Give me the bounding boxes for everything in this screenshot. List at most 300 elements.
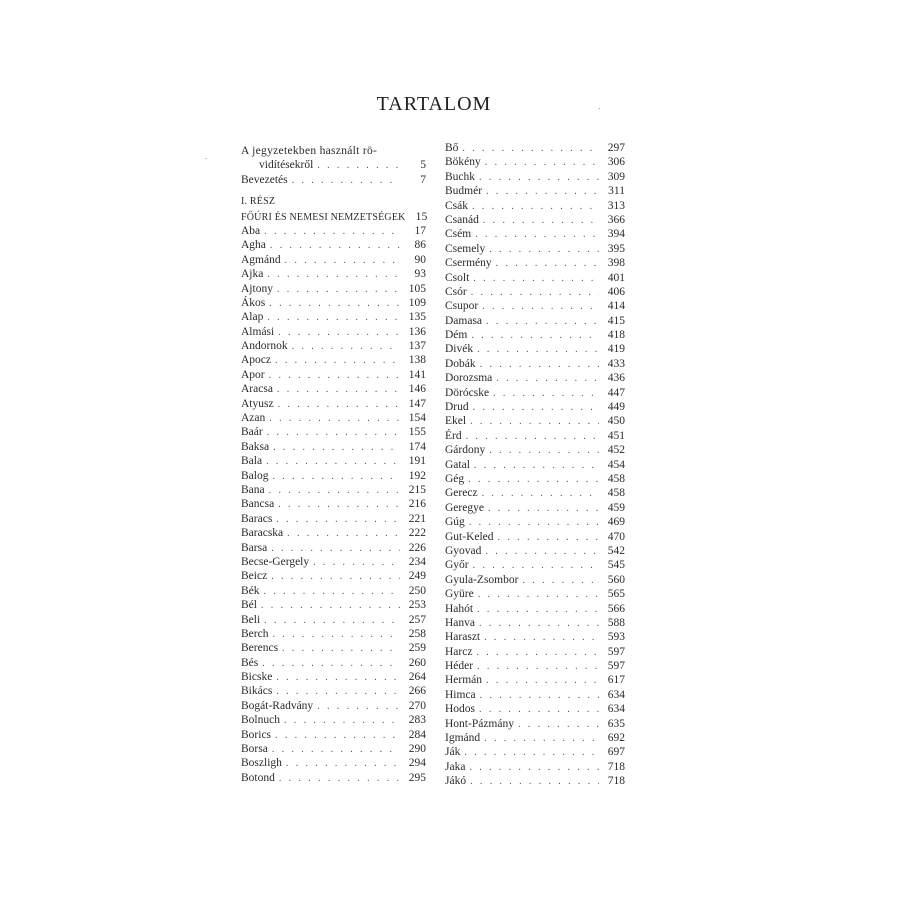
leader-dots: [275, 729, 400, 743]
toc-entry[interactable]: [241, 699, 426, 713]
leader-dots: [275, 354, 400, 368]
leader-dots: [484, 631, 599, 645]
toc-entry[interactable]: [241, 713, 426, 727]
toc-entry-name: Gerecz: [445, 487, 478, 500]
toc-entry-page: 406: [607, 285, 625, 298]
toc-entry[interactable]: [445, 199, 625, 213]
toc-entry-page: 597: [607, 645, 625, 658]
leader-dots: [264, 225, 400, 239]
toc-entry-page: 470: [607, 530, 625, 543]
toc-entry-page: 415: [607, 314, 625, 327]
leader-dots: [464, 746, 599, 760]
toc-entry-name: Balog: [241, 469, 269, 482]
leader-dots: [483, 214, 599, 228]
toc-entry-name: Aba: [241, 224, 261, 237]
leader-dots: [478, 588, 599, 602]
toc-entry-name: Budmér: [445, 185, 483, 198]
toc-entry-page: 270: [408, 699, 426, 712]
toc-entry-name: Buchk: [445, 170, 476, 183]
toc-entry[interactable]: [241, 684, 426, 698]
toc-entry-page: 398: [607, 257, 625, 270]
toc-entry[interactable]: [241, 353, 426, 367]
leader-dots: [482, 487, 599, 501]
toc-entry[interactable]: [445, 429, 625, 443]
toc-entry-name: Aracsa: [241, 383, 273, 396]
toc-entry-page: 593: [607, 631, 625, 644]
toc-entry-page: 459: [607, 501, 625, 514]
toc-entry[interactable]: [241, 512, 426, 526]
leader-dots: [496, 257, 599, 271]
leader-dots: [485, 545, 599, 559]
leader-dots: [476, 646, 599, 660]
toc-entry[interactable]: [445, 645, 625, 659]
toc-entry[interactable]: [241, 397, 426, 411]
toc-entry[interactable]: [241, 584, 426, 598]
leader-dots: [317, 700, 400, 714]
toc-entry-name: Csém: [445, 228, 472, 241]
toc-entry-name: Csór: [445, 285, 467, 298]
toc-entry[interactable]: [445, 314, 625, 328]
leader-dots: [486, 315, 599, 329]
toc-entry[interactable]: [241, 627, 426, 641]
toc-entry-page: 394: [607, 228, 625, 241]
leader-dots: [474, 459, 599, 473]
leader-dots: [489, 444, 599, 458]
leader-dots: [276, 685, 400, 699]
toc-entry-page: 250: [408, 584, 426, 597]
spacer: [241, 187, 426, 195]
toc-entry-name: Agha: [241, 239, 266, 252]
toc-entry[interactable]: [241, 641, 426, 655]
leader-dots: [272, 743, 400, 757]
toc-entry-page: 454: [607, 458, 625, 471]
toc-entry[interactable]: [445, 271, 625, 285]
toc-entry-name: Bél: [241, 599, 257, 612]
toc-entry-page: 313: [607, 199, 625, 212]
toc-entry-page: 284: [408, 728, 426, 741]
toc-entry-name: Geregye: [445, 501, 484, 514]
toc-entry-name: Baracs: [241, 512, 273, 525]
toc-entry[interactable]: [445, 688, 625, 702]
leader-dots: [292, 340, 400, 354]
toc-entry-name: Damasa: [445, 314, 483, 327]
toc-entry-page: 401: [607, 271, 625, 284]
toc-entry-page: 414: [607, 300, 625, 313]
leader-dots: [277, 283, 400, 297]
toc-entry[interactable]: [445, 731, 625, 745]
leader-dots: [271, 542, 400, 556]
toc-entry-name: Baár: [241, 426, 263, 439]
toc-entry[interactable]: [241, 469, 426, 483]
toc-entry[interactable]: [445, 486, 625, 500]
toc-entry-name: Gyula-Zsombor: [445, 573, 519, 586]
toc-entry[interactable]: [241, 497, 426, 511]
leader-dots: [282, 642, 400, 656]
toc-entry-page: 234: [408, 555, 426, 568]
toc-entry-page: 174: [408, 440, 426, 453]
toc-entry[interactable]: [445, 602, 625, 616]
toc-entry-name: Ekel: [445, 415, 467, 428]
toc-entry-name: Haraszt: [445, 631, 481, 644]
toc-entry[interactable]: [241, 440, 426, 454]
toc-entry[interactable]: [241, 569, 426, 583]
toc-abbrev-line1: A jegyzetekben használt rö-: [241, 145, 378, 157]
toc-entry-name: Bék: [241, 584, 260, 597]
toc-entry[interactable]: [241, 382, 426, 396]
toc-entry-name: Bogát-Radvány: [241, 699, 314, 712]
part-heading: FŐÚRI ÉS NEMESI NEMZETSÉGEK: [241, 211, 406, 223]
leader-dots: [475, 228, 599, 242]
toc-entry-page: 295: [408, 771, 426, 784]
toc-entry-page: 418: [607, 329, 625, 342]
leader-dots: [489, 243, 599, 257]
leader-dots: [262, 657, 400, 671]
leader-dots: [286, 757, 400, 771]
toc-entry-page: 216: [408, 498, 426, 511]
toc-entry[interactable]: [445, 515, 625, 529]
toc-entry-page: 90: [414, 253, 426, 266]
toc-entry[interactable]: [241, 656, 426, 670]
toc-entry-page: 146: [408, 383, 426, 396]
toc-entry[interactable]: [445, 501, 625, 515]
toc-entry-page: 215: [408, 483, 426, 496]
toc-entry[interactable]: [241, 325, 426, 339]
toc-entry-name: Alap: [241, 311, 264, 324]
toc-entry-name: Csák: [445, 199, 468, 212]
toc-entry[interactable]: [445, 242, 625, 256]
toc-entry-name: Bevezetés: [241, 173, 288, 186]
leader-dots: [266, 455, 400, 469]
toc-entry[interactable]: [241, 526, 426, 540]
leader-dots: [269, 412, 400, 426]
toc-entry[interactable]: [445, 256, 625, 270]
toc-entry-name: Gúg: [445, 516, 465, 529]
page-title: TARTALOM: [376, 93, 492, 115]
toc-entry-name: Almási: [241, 325, 275, 338]
toc-intro-entry[interactable]: [241, 173, 426, 187]
toc-entry-name: Drud: [445, 401, 469, 414]
toc-entry-page: 191: [408, 455, 426, 468]
leader-dots: [317, 159, 400, 173]
toc-entry-page: 137: [408, 340, 426, 353]
toc-entry[interactable]: [241, 771, 426, 785]
toc-entry-name: Bés: [241, 656, 259, 669]
toc-entry-name: Harcz: [445, 645, 473, 658]
leader-dots: [285, 254, 400, 268]
leader-dots: [479, 703, 599, 717]
toc-entry[interactable]: [241, 454, 426, 468]
toc-entry-page: 542: [607, 544, 625, 557]
toc-entry-name: Atyusz: [241, 397, 274, 410]
leader-dots: [470, 415, 599, 429]
leader-dots: [269, 369, 400, 383]
leader-dots: [270, 239, 400, 253]
leader-dots: [273, 441, 400, 455]
toc-entry-name: Dobák: [445, 357, 476, 370]
toc-entry-page: 249: [408, 570, 426, 583]
toc-entry-page: 560: [607, 573, 625, 586]
leader-dots: [272, 470, 400, 484]
toc-entry-name: Baracska: [241, 527, 284, 540]
toc-entry[interactable]: [241, 368, 426, 382]
toc-entry[interactable]: [241, 267, 426, 281]
toc-entry-page: 634: [607, 688, 625, 701]
toc-entry-name: Gut-Keled: [445, 530, 494, 543]
toc-entry-page: 221: [408, 512, 426, 525]
toc-entry[interactable]: [445, 616, 625, 630]
toc-entry-name: Érd: [445, 429, 462, 442]
toc-entry-name: Gyovad: [445, 544, 482, 557]
leader-dots: [485, 156, 599, 170]
toc-entry-name: Bolnuch: [241, 714, 280, 727]
toc-entry[interactable]: [445, 414, 625, 428]
toc-entry[interactable]: [445, 472, 625, 486]
leader-dots: [272, 628, 400, 642]
toc-entry-name: Gárdony: [445, 444, 486, 457]
leader-dots: [479, 617, 599, 631]
toc-entry-page: 617: [607, 674, 625, 687]
toc-entry-name: Csanád: [445, 213, 479, 226]
toc-entry[interactable]: [241, 483, 426, 497]
toc-entry-name: Bicske: [241, 671, 273, 684]
toc-entry[interactable]: [445, 357, 625, 371]
toc-entry-name: Hermán: [445, 674, 483, 687]
toc-entry-page: 419: [607, 343, 625, 356]
toc-entry-page: 264: [408, 671, 426, 684]
toc-entry-page: 451: [607, 429, 625, 442]
toc-entry[interactable]: [241, 282, 426, 296]
toc-entry[interactable]: [445, 371, 625, 385]
toc-entry[interactable]: [241, 310, 426, 324]
toc-entry[interactable]: [241, 339, 426, 353]
toc-entry[interactable]: [445, 443, 625, 457]
toc-entry-page: 257: [408, 613, 426, 626]
toc-entry-name: Boszligh: [241, 757, 282, 770]
toc-entry-page: 147: [408, 397, 426, 410]
leader-dots: [264, 585, 400, 599]
leader-dots: [462, 142, 599, 156]
toc-entry-name: Jákó: [445, 775, 467, 788]
toc-entry-page: 259: [408, 642, 426, 655]
leader-dots: [313, 556, 400, 570]
toc-entry[interactable]: [445, 213, 625, 227]
toc-entry-name: Becse-Gergely: [241, 555, 310, 568]
toc-entry-name: Apocz: [241, 354, 272, 367]
toc-entry-page: 222: [408, 527, 426, 540]
toc-entry[interactable]: [445, 170, 625, 184]
leader-dots: [271, 570, 400, 584]
toc-entry[interactable]: [241, 425, 426, 439]
toc-entry-name: Ajka: [241, 268, 264, 281]
toc-entry-page: 260: [408, 656, 426, 669]
toc-entry[interactable]: [445, 184, 625, 198]
toc-entry-name: Hodos: [445, 703, 476, 716]
toc-entry-name: Borsa: [241, 743, 268, 756]
leader-dots: [479, 171, 599, 185]
leader-dots: [284, 714, 400, 728]
leader-dots: [480, 358, 599, 372]
toc-entry[interactable]: [445, 630, 625, 644]
toc-entry-page: 588: [607, 616, 625, 629]
leader-dots: [267, 268, 400, 282]
toc-entry-page: 635: [607, 717, 625, 730]
toc-entry[interactable]: [445, 745, 625, 759]
toc-right-column: [445, 141, 625, 789]
toc-entry[interactable]: [241, 613, 426, 627]
leader-dots: [486, 674, 599, 688]
toc-entry-page: 283: [408, 714, 426, 727]
toc-entry[interactable]: [445, 400, 625, 414]
toc-entry-page: 565: [607, 588, 625, 601]
leader-dots: [264, 614, 400, 628]
toc-entry-name: Hont-Pázmány: [445, 717, 514, 730]
toc-entry-page: 17: [414, 224, 426, 237]
toc-entry-page: 297: [607, 142, 625, 154]
toc-entry-page: 294: [408, 757, 426, 770]
toc-entry-name: vidítésekről: [259, 159, 314, 172]
toc-entry[interactable]: [445, 760, 625, 774]
toc-entry-page: 7: [420, 173, 426, 186]
toc-entry-name: Csupor: [445, 300, 479, 313]
leader-dots: [486, 185, 599, 199]
toc-entry[interactable]: [241, 253, 426, 267]
toc-entry-name: Barsa: [241, 541, 268, 554]
toc-entry[interactable]: [445, 544, 625, 558]
toc-entry[interactable]: [445, 673, 625, 687]
toc-entry-name: Győr: [445, 559, 469, 572]
leader-dots: [269, 297, 400, 311]
toc-entry[interactable]: [241, 541, 426, 555]
toc-entry[interactable]: [241, 598, 426, 612]
toc-entry-name: Hahót: [445, 602, 474, 615]
toc-entry[interactable]: [445, 573, 625, 587]
toc-entry[interactable]: [445, 155, 625, 169]
leader-dots: [480, 689, 599, 703]
toc-entry[interactable]: [241, 238, 426, 252]
toc-entry-name: Andornok: [241, 340, 288, 353]
toc-entry-name: Bökény: [445, 156, 481, 169]
leader-dots: [472, 200, 599, 214]
toc-entry-name: Botond: [241, 771, 275, 784]
toc-entry-name: Beli: [241, 613, 261, 626]
toc-entry-page: 226: [408, 541, 426, 554]
toc-entry-name: Bancsa: [241, 498, 275, 511]
toc-entry-page: 93: [414, 268, 426, 281]
toc-entry-page: 395: [607, 242, 625, 255]
toc-entry-name: Dém: [445, 329, 468, 342]
toc-entry[interactable]: [241, 224, 426, 238]
leader-dots: [496, 372, 599, 386]
toc-entry-page: 266: [408, 685, 426, 698]
leader-dots: [482, 300, 599, 314]
toc-entry[interactable]: [241, 756, 426, 770]
toc-entry[interactable]: [241, 555, 426, 569]
toc-entry[interactable]: [445, 702, 625, 716]
toc-entry[interactable]: [445, 227, 625, 241]
toc-entry-page: 105: [408, 282, 426, 295]
leader-dots: [471, 286, 599, 300]
toc-entry-name: Bana: [241, 483, 265, 496]
leader-dots: [518, 718, 599, 732]
leader-dots: [469, 761, 599, 775]
leader-dots: [493, 387, 599, 401]
toc-entry-page: 692: [607, 732, 625, 745]
toc-entry[interactable]: [241, 296, 426, 310]
part-heading-entry[interactable]: [241, 210, 426, 224]
toc-entry-name: Csolt: [445, 271, 470, 284]
toc-entry[interactable]: [445, 299, 625, 313]
toc-entry-name: Ákos: [241, 296, 266, 309]
toc-entry[interactable]: [445, 328, 625, 342]
toc-entry-page: 447: [607, 386, 625, 399]
toc-entry-page: 566: [607, 602, 625, 615]
toc-left-column: [241, 144, 426, 785]
toc-entry[interactable]: [241, 742, 426, 756]
toc-entry[interactable]: [445, 587, 625, 601]
toc-entry-page: 545: [607, 559, 625, 572]
toc-entry[interactable]: [241, 670, 426, 684]
leader-dots: [279, 772, 400, 786]
leader-dots: [473, 559, 599, 573]
leader-dots: [261, 599, 400, 613]
toc-entry-page: 306: [607, 156, 625, 169]
leader-dots: [471, 329, 599, 343]
toc-entry-name: Gég: [445, 472, 465, 485]
leader-dots: [498, 531, 599, 545]
toc-entry-name: Berch: [241, 627, 269, 640]
toc-entry-page: 433: [607, 357, 625, 370]
leader-dots: [466, 430, 599, 444]
toc-entry-name: Igmánd: [445, 732, 481, 745]
leader-dots: [473, 401, 599, 415]
toc-entry[interactable]: [445, 342, 625, 356]
toc-abbrev-entry[interactable]: [241, 158, 426, 172]
toc-entry-name: Himca: [445, 688, 476, 701]
toc-entry-name: Hanva: [445, 616, 476, 629]
leader-dots: [473, 272, 599, 286]
toc-entry-page: 135: [408, 311, 426, 324]
toc-entry-page: 86: [414, 239, 426, 252]
toc-entry-page: 469: [607, 516, 625, 529]
toc-entry-name: Borics: [241, 728, 272, 741]
toc-entry-name: Gyüre: [445, 588, 474, 601]
toc-entry-page: 458: [607, 487, 625, 500]
toc-entry[interactable]: [445, 386, 625, 400]
toc-entry-name: Gatal: [445, 458, 470, 471]
toc-entry-name: Dörócske: [445, 386, 490, 399]
toc-entry[interactable]: [445, 717, 625, 731]
leader-dots: [292, 174, 400, 188]
toc-entry[interactable]: [445, 141, 625, 155]
toc-entry[interactable]: [445, 458, 625, 472]
leader-dots: [278, 398, 400, 412]
toc-entry-name: Bikács: [241, 685, 273, 698]
leader-dots: [276, 513, 400, 527]
toc-entry[interactable]: [241, 728, 426, 742]
toc-entry[interactable]: [445, 558, 625, 572]
toc-entry[interactable]: [241, 411, 426, 425]
leader-dots: [522, 574, 599, 588]
toc-entry[interactable]: [445, 285, 625, 299]
toc-entry[interactable]: [445, 774, 625, 788]
toc-entry-name: Apor: [241, 368, 265, 381]
toc-entry[interactable]: [445, 530, 625, 544]
toc-entry-name: Divék: [445, 343, 474, 356]
toc-entry[interactable]: [445, 659, 625, 673]
toc-entry-page: 436: [607, 372, 625, 385]
scan-speck: [205, 158, 207, 159]
leader-dots: [470, 775, 599, 789]
